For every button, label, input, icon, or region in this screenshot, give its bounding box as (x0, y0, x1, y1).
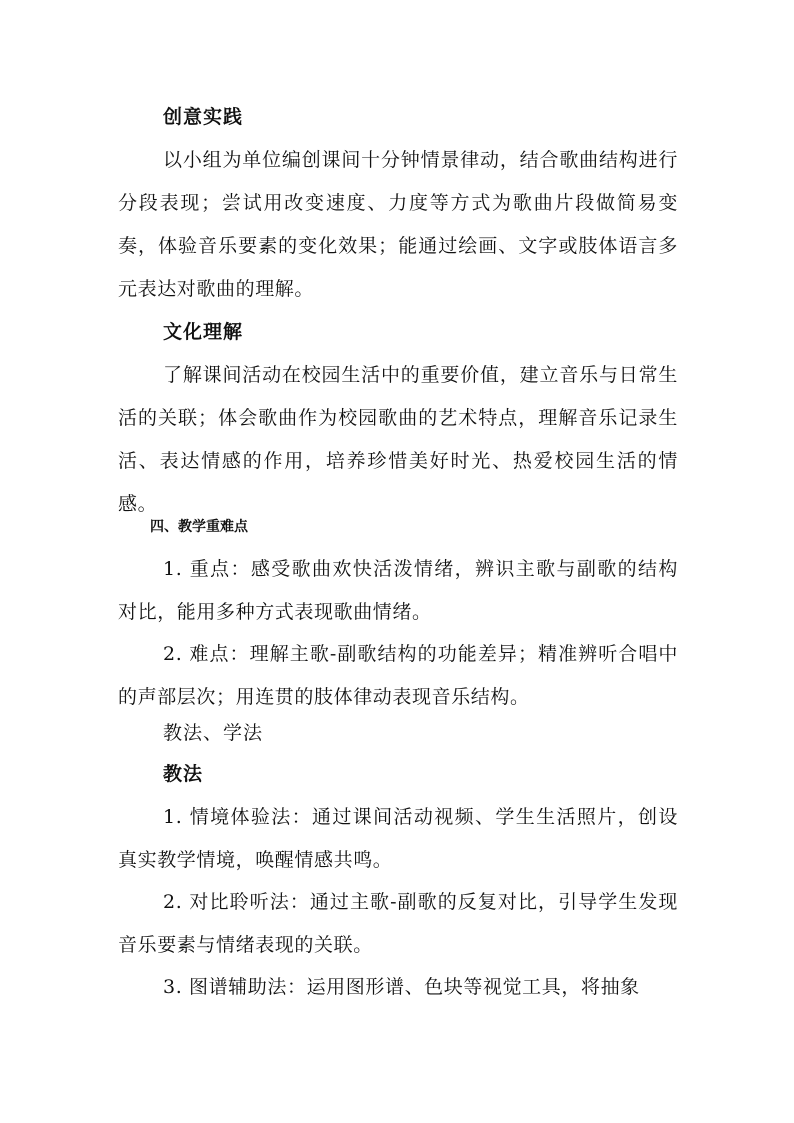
heading-creative-practice: 创意实践 (163, 106, 244, 128)
list-item-difficult-point: 2. 难点：理解主歌-副歌结构的功能差异；精准辨听合唱中的声部层次；用连贯的肢体律动表现音乐结构。 (118, 643, 678, 708)
paragraph-cultural-understanding: 了解课间活动在校园生活中的重要价值，建立音乐与日常生活的关联；体会歌曲作为校园歌曲的艺术特点，理解音乐记录生活、表达情感的作用，培养珍惜美好时光、热爱校园生活的情感。 (118, 364, 678, 515)
list-item-method-2: 2. 对比聆听法：通过主歌-副歌的反复对比，引导学生发现音乐要素与情绪表现的关联。 (118, 891, 678, 956)
methods-line: 教法、学法 (163, 722, 264, 744)
paragraph-creative-practice: 以小组为单位编创课间十分钟情景律动，结合歌曲结构进行分段表现；尝试用改变速度、力度等方式为歌曲片段做简易变奏，体验音乐要素的变化效果；能通过绘画、文字或肢体语言多元表达对歌曲的理解。 (118, 149, 678, 300)
heading-teaching-methods: 教法 (163, 763, 204, 785)
list-item-key-point: 1. 重点：感受歌曲欢快活泼情绪，辨识主歌与副歌的结构对比，能用多种方式表现歌曲情绪。 (118, 558, 678, 623)
heading-cultural-understanding: 文化理解 (163, 321, 244, 343)
list-item-method-1: 1. 情境体验法：通过课间活动视频、学生生活照片，创设真实教学情境，唤醒情感共鸣。 (118, 806, 678, 871)
heading-key-points: 四、教学重难点 (150, 519, 248, 535)
list-item-method-3: 3. 图谱辅助法：运用图形谱、色块等视觉工具，将抽象 (163, 976, 640, 998)
